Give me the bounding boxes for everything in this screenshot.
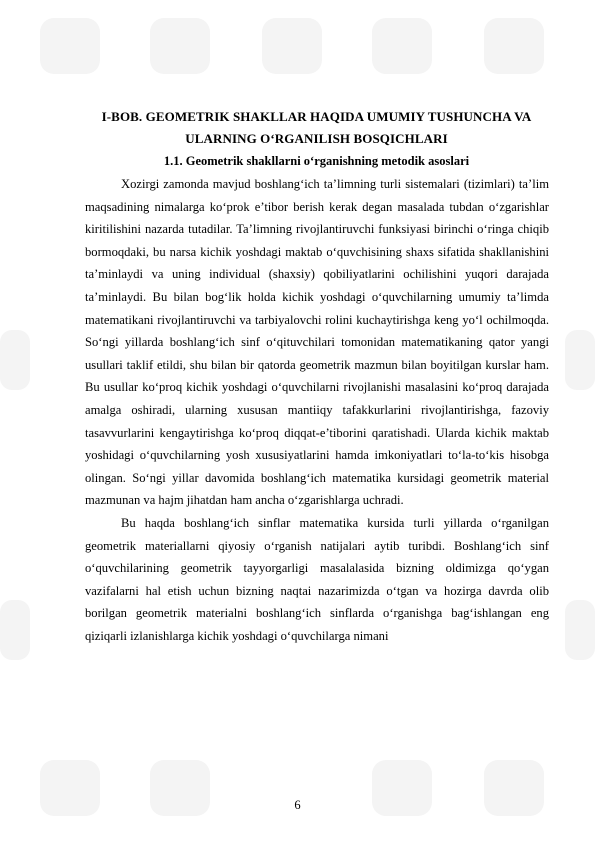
paragraph: Bu haqda boshlang‘ich sinflar matematika kursida turli yillarda o‘rganilgan geometrik materiallarni qiyosiy o‘rganish natijalari aytib turibdi. Boshlang‘ich sinf o‘quvchilarining geometrik tayyorgarligi masalalasida bizning oldimizga qo‘ygan vazifalarni hal etish uchun bizning naqtai nazarimizda o‘tgan va hozirga davrda olib borilgan geometrik materialni boshlang‘ich sinflarda o‘rganishga bag‘ishlangan eng qiziqarli izlanishlarga kichik yoshdagi o‘quvchilarga nimani	[85, 515, 549, 643]
chapter-heading-line-2: ULARNING O‘RGANILISH BOSQICHLARI	[185, 131, 448, 146]
paragraph: Xozirgi zamonda mavjud boshlang‘ich ta’limning turli sistemalari (tizimlari) ta’lim maqsadining nimalarga ko‘prok e’tibor berish kerak degan masalada tubdan o‘zgarishlar kiritilishini nazarda tutadilar. Ta’limning rivojlantiruvchi funksiyasi birinchi o‘ringa chiqib bormoqdaki, bu narsa kichik yoshdagi maktab o‘quvchisining shaxs sifatida shakllanishini ta’minlaydi va uning individual (shaxsiy) qobiliyatlarini ochilishini yuqori darajada ta’minlaydi. Bu bilan bog‘lik holda kichik yoshdagi o‘quvchilarning umumiy ta’limda matematikani rivojlantiruvchi va tarbiyalovchi rolini kuchaytirishga keng yo‘l ochilmoqda. So‘ngi yillarda boshlang‘ich sinf o‘qituvchilari tomonidan matematikaning qator yangi usullari taklif etildi, shu bilan bir qatorda geometrik mazmun bilan boyitilgan kurslar ham. Bu usullar ko‘proq kichik yoshdagi o‘quvchilarni rivojlanishi masalasini ko‘proq darajada amalga oshiradi, ularning xususan mantiiqy tafakkurlarini rivojlantirishga, fazoviy tasavvurlarini kengaytirishga ko‘proq diqqat-e’tiborini qaratishadi. Ularda kichik maktab yoshidagi o‘quvchilarning yosh xususiyatlarini hamda imkoniyatlari to‘la-to‘kis hisobga olingan. So‘ngi yillar davomida boshlang‘ich matematika kursidagi geometrik material mazmunan va hajm jihatdan ham ancha o‘zgarishlarga uchradi.	[85, 177, 549, 508]
chapter-heading-line-1: I-BOB. GEOMETRIK SHAKLLAR HAQIDA UMUMIY TUSHUNCHA VA	[101, 109, 532, 124]
section-title: 1.1. Geometrik shakllarni o‘rganishning metodik asoslari	[163, 154, 470, 168]
body-text	[85, 173, 549, 647]
page-number: 6	[294, 798, 301, 812]
